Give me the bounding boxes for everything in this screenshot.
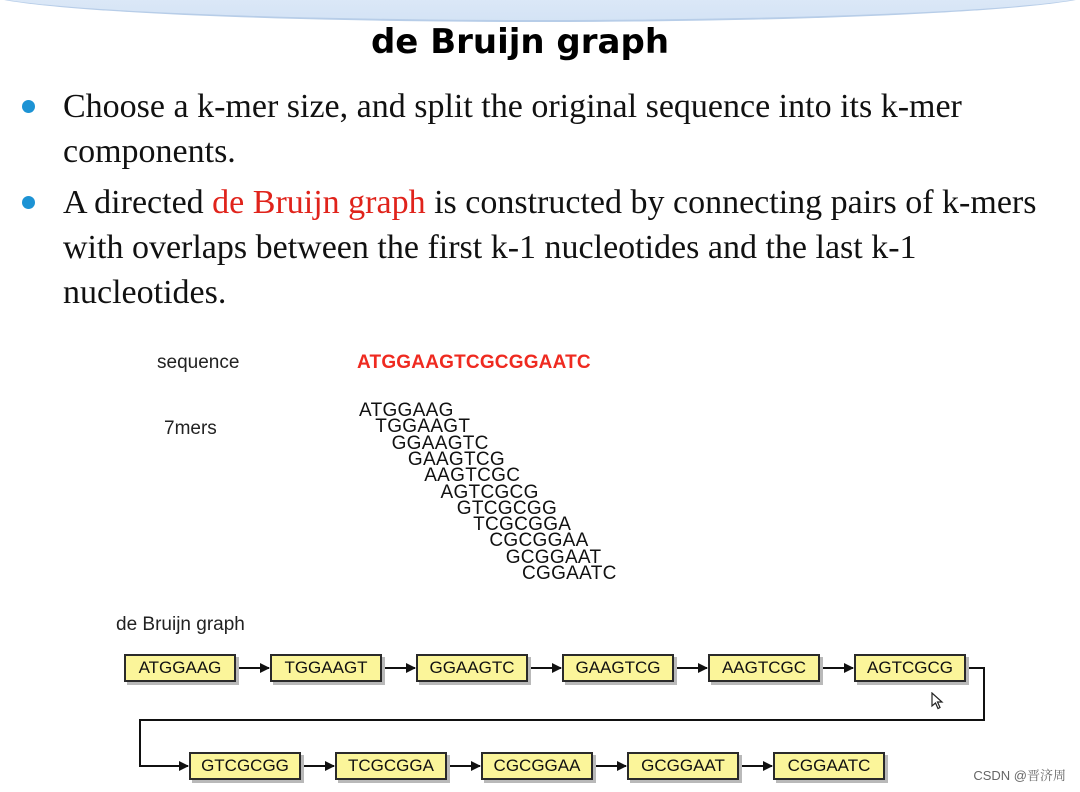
bullet-text: Choose a k-mer size, and split the original sequence into its k-mer components. xyxy=(63,88,962,170)
graph-node: AGTCGCG xyxy=(854,654,966,682)
kmer-item: ATGGAAG xyxy=(359,400,454,421)
graph-node: TGGAAGT xyxy=(270,654,382,682)
bullet-text: A directed xyxy=(63,184,213,221)
kmer-item: TGGAAGT xyxy=(375,416,471,438)
kmer-item: GCGGAAT xyxy=(505,546,602,568)
watermark-credit: CSDN @晋济周 xyxy=(973,768,1066,783)
graph-node: CGGAATC xyxy=(773,752,885,780)
kmer-item: GTCGCGG xyxy=(456,497,558,519)
graph-node: AAGTCGC xyxy=(708,654,820,682)
kmer-item: GGAAGTC xyxy=(391,432,489,454)
sequence-label: sequence xyxy=(157,352,240,373)
graph-node: GCGGAAT xyxy=(627,752,739,780)
graph-label: de Bruijn graph xyxy=(116,614,245,635)
sequence-value: ATGGAAGTCGCGGAATC xyxy=(357,352,591,373)
bullet-text: is constructed by connecting pairs of k-mers with overlaps between the first k-1 nucleotides and the last k-1 nucleotides. xyxy=(63,184,1037,311)
graph-node: TCGCGGA xyxy=(335,752,447,780)
kmer-item: AGTCGCG xyxy=(440,481,539,503)
graph-node: GTCGCGG xyxy=(189,752,301,780)
kmer-item: AAGTCGC xyxy=(424,465,521,487)
graph-node: GGAAGTC xyxy=(416,654,528,682)
kmer-item: CGGAATC xyxy=(522,563,617,584)
graph-node: ATGGAAG xyxy=(124,654,236,682)
kmer-item: GAAGTCG xyxy=(407,448,505,470)
kmer-item: TCGCGGA xyxy=(473,514,572,536)
graph-node: GAAGTCG xyxy=(562,654,674,682)
graph-node: CGCGGAA xyxy=(481,752,593,780)
mouse-cursor-icon xyxy=(931,692,945,710)
slide-title: de Bruijn graph xyxy=(370,22,670,62)
highlighted-term: de Bruijn graph xyxy=(212,184,426,221)
kmers-label: 7mers xyxy=(164,418,217,439)
kmer-item: CGCGGAA xyxy=(489,530,589,552)
